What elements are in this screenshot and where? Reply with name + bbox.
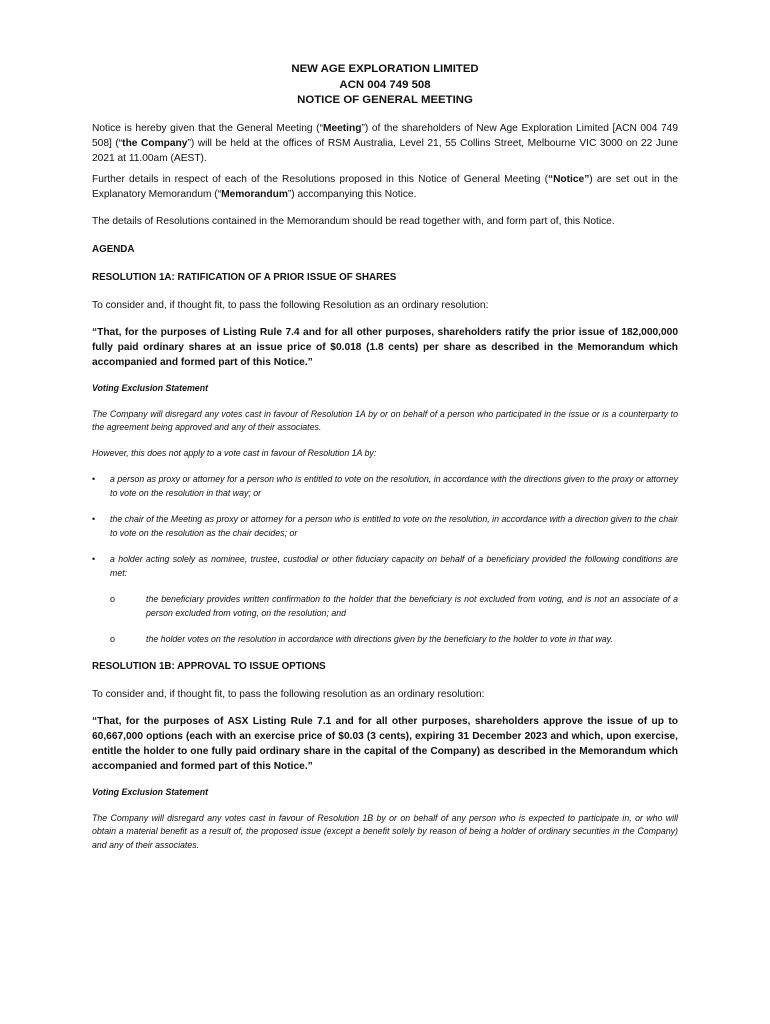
- notice-title: NOTICE OF GENERAL MEETING: [297, 94, 473, 106]
- bullet-mark: •: [92, 554, 96, 565]
- bullet-text: a person as proxy or attorney for a person who is entitled to vote on the resolution, in accordance with the directions given to the proxy or attorney to vote on the resolution in that way; or: [110, 474, 678, 498]
- intro-p2-term-notice: “Notice”: [547, 173, 590, 185]
- resolution-1a-however: However, this does not apply to a vote cast in favour of Resolution 1A by:: [92, 447, 377, 458]
- resolution-1a-heading: RESOLUTION 1A: RATIFICATION OF A PRIOR ISSUE OF SHARES: [92, 271, 397, 283]
- intro-p2-text-a: Further details in respect of each of the Resolutions proposed in this Notice of General Meeting (: [92, 173, 548, 185]
- resolution-1b-voting-exclusion-heading: Voting Exclusion Statement: [92, 787, 209, 798]
- intro-p1-text-e: ”) will be held at the offices of RSM Australia, Level 21, 55 Collins Street, Melbourne VIC 3000 on 22 June 2021 at 11.00am (AEST).: [92, 137, 678, 164]
- intro-p2-text-e: ”) accompanying this Notice.: [287, 188, 417, 200]
- sub-bullet-mark: o: [110, 594, 116, 605]
- resolution-1b-voting-exclusion-text: The Company will disregard any votes cast in favour of Resolution 1B by or on behalf of any person who is expected to participate in, or who will obtain a material benefit as a result of, the proposed issue (except a benefit solely by reason of being a holder of ordinary securities in the Company) and any of their associates.: [92, 812, 678, 850]
- resolution-1b-heading: RESOLUTION 1B: APPROVAL TO ISSUE OPTIONS: [92, 660, 326, 672]
- intro-p1-text-c: ”) of the shareholders of New Age Exploration Limited [ACN 004 749 508] (“: [92, 122, 678, 149]
- intro-paragraph-2: [92, 172, 678, 202]
- resolution-1a-text: “That, for the purposes of Listing Rule 7.4 and for all other purposes, shareholders ratify the prior issue of 182,000,000 fully paid ordinary shares at an issue price of $0.018 (1.8 cents) per share as described in the Memorandum which accompanied and formed part of this Notice.”: [92, 326, 678, 368]
- sub-bullet-text: the holder votes on the resolution in accordance with directions given by the beneficiary to the holder to vote in that way.: [146, 634, 613, 645]
- bullet-mark: •: [92, 474, 96, 485]
- sub-bullet-text: the beneficiary provides written confirmation to the holder that the beneficiary is not excluded from voting, and is not an associate of a person excluded from voting, on the resolution; and: [146, 594, 678, 618]
- list-item: [92, 513, 678, 540]
- intro-p1-text-a: Notice is hereby given that the General Meeting (“: [92, 122, 323, 134]
- resolution-1b-text: “That, for the purposes of ASX Listing Rule 7.1 and for all other purposes, shareholders approve the issue of up to 60,667,000 options (each with an exercise price of $0.03 (3 cents), expiring 31 December 2023 and which, upon exercise, entitle the holder to one fully paid ordinary share in the capital of the Company) as described in the Memorandum which accompanied and formed part of this Notice.”: [92, 715, 678, 773]
- list-item: [92, 553, 678, 580]
- intro-p2-text-c: ) are set out in the Explanatory Memorandum (“: [92, 173, 678, 200]
- document-page: [92, 62, 678, 852]
- sub-bullet-mark: o: [110, 634, 116, 645]
- agenda-heading: AGENDA: [92, 243, 135, 255]
- resolution-1a-lead: To consider and, if thought fit, to pass the following Resolution as an ordinary resolution:: [92, 299, 489, 311]
- intro-paragraph-1: [92, 121, 678, 166]
- resolution-1a-voting-exclusion-text: The Company will disregard any votes cast in favour of Resolution 1A by or on behalf of a person who participated in the issue or is a counterparty to the agreement being approved and any of their associates.: [92, 408, 678, 433]
- company-acn: ACN 004 749 508: [339, 78, 431, 91]
- sub-list-item: [110, 633, 678, 647]
- list-item: [92, 473, 678, 500]
- document-title-block: [92, 62, 678, 109]
- intro-p1-term-company: the Company: [122, 137, 188, 149]
- bullet-text: a holder acting solely as nominee, trustee, custodial or other fiduciary capacity on behalf of a beneficiary provided the following conditions are met:: [110, 554, 678, 578]
- resolution-1b-lead: To consider and, if thought fit, to pass the following resolution as an ordinary resolution:: [92, 688, 485, 700]
- intro-paragraph-3: The details of Resolutions contained in the Memorandum should be read together with, and form part of, this Notice.: [92, 215, 615, 227]
- intro-p2-term-memorandum: Memorandum: [221, 188, 288, 200]
- resolution-1a-voting-exclusion-heading: Voting Exclusion Statement: [92, 383, 209, 394]
- intro-p1-term-meeting: Meeting: [322, 122, 362, 134]
- bullet-text: the chair of the Meeting as proxy or attorney for a person who is entitled to vote on the resolution, in accordance with a direction given to the chair to vote on the resolution as the chair decides; or: [110, 514, 678, 538]
- bullet-mark: •: [92, 514, 96, 525]
- sub-list-item: [110, 593, 678, 620]
- company-name: NEW AGE EXPLORATION LIMITED: [291, 63, 479, 75]
